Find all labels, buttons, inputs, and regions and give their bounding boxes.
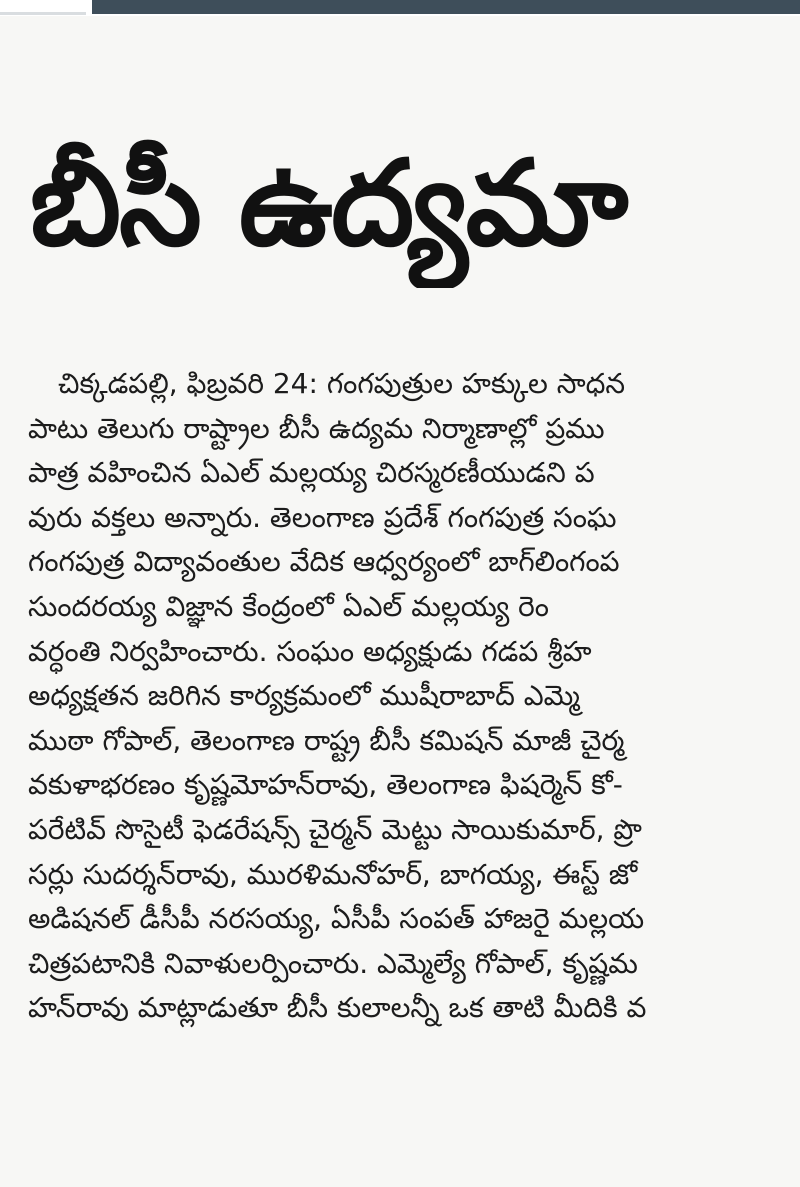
article-line: చిక్కడపల్లి, ఫిబ్రవరి 24: గంగపుత్రుల హక్కుల సాధన [58, 367, 625, 400]
article-body [28, 362, 800, 1187]
article-line: పాటు తెలుగు రాష్ట్రాల బీసీ ఉద్యమ నిర్మాణాల్లో ప్రము [28, 411, 605, 445]
top-strip [0, 0, 800, 16]
article-line: సర్లు సుదర్శన్‌రావు, మురళిమనోహర్, బాగయ్య, ఈస్ట్ జో [28, 857, 638, 891]
top-banner-bar [92, 0, 800, 14]
article-line: పరేటివ్ సొసైటీ ఫెడరేషన్స్ చైర్మన్ మెట్టు సాయికుమార్, ప్రొ [28, 812, 642, 846]
article-line: వురు వక్తలు అన్నారు. తెలంగాణ ప్రదేశ్ గంగపుత్ర సంఘ [28, 500, 617, 534]
top-strip-edge [0, 12, 86, 15]
article-line: చిత్రపటానికి నివాళులర్పించారు. ఎమ్మెల్యే గోపాల్, కృష్ణమ [28, 946, 638, 980]
article-line: వకుళాభరణం కృష్ణమోహన్‌రావు, తెలంగాణ ఫిషర్మెన్ కో- [28, 768, 623, 802]
article-line: అడిషనల్ డీసీపీ నరసయ్య, ఏసీపీ సంపత్ హాజరై మల్లయ [28, 902, 645, 936]
article-line: సుందరయ్య విజ్ఞాన కేంద్రంలో ఏఎల్ మల్లయ్య రెం [28, 589, 549, 623]
headline: బీసీ ఉద్యమా [30, 134, 627, 272]
article-line: వర్ధంతి నిర్వహించారు. సంఘం అధ్యక్షుడు గడప శ్రీహ [28, 634, 592, 668]
article-line: గంగపుత్ర విద్యావంతుల వేదిక ఆధ్వర్యంలో బాగ్‌లింగంప [28, 545, 620, 579]
article-line: పాత్ర వహించిన ఏఎల్ మల్లయ్య చిరస్మరణీయుడని ప [28, 456, 595, 490]
article-line: ముఠా గోపాల్, తెలంగాణ రాష్ట్ర బీసీ కమిషన్ మాజీ చైర్మ [28, 723, 625, 757]
article-line: హన్‌రావు మాట్లాడుతూ బీసీ కులాలన్నీ ఒక తాటి మీదికి వ [28, 991, 647, 1025]
article-line: అధ్యక్షతన జరిగిన కార్యక్రమంలో ముషీరాబాద్ ఎమ్మె [28, 679, 580, 713]
